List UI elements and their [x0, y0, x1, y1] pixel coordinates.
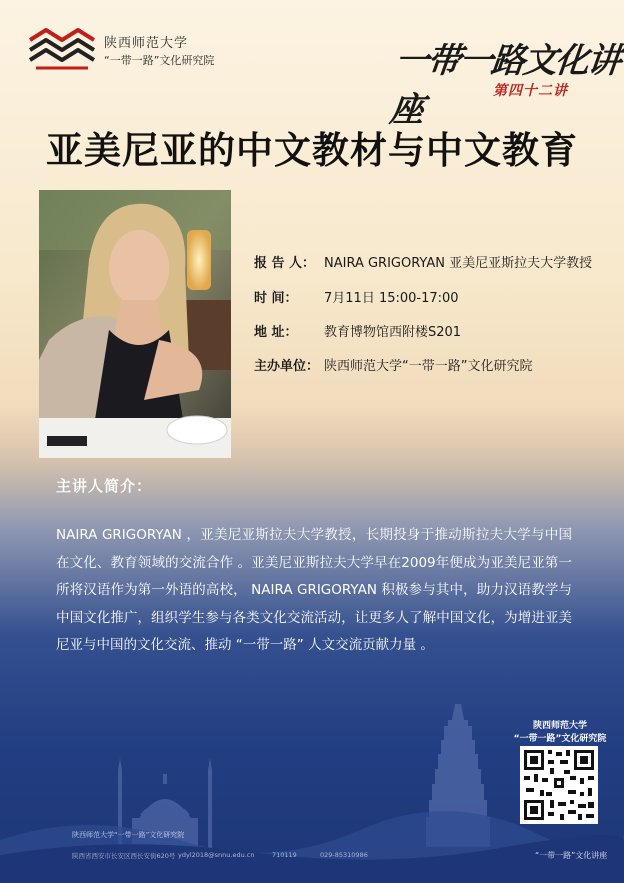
footer-postcode: 710119 — [272, 851, 297, 859]
series-title: 一带一路文化讲座 — [387, 41, 622, 130]
location-label: 地 址： — [254, 325, 298, 340]
university-name: 陕西师范大学 — [104, 36, 189, 51]
institute-name: “一带一路”文化研究院 — [104, 54, 215, 67]
footer-address: 陕西省西安市长安区西长安街620号 — [72, 852, 176, 860]
qr-caption-institute: “一带一路”文化研究院 — [513, 734, 607, 744]
footer-email: ydyl2018@snnu.edu.cn — [178, 851, 255, 859]
speaker-photo — [39, 190, 231, 458]
university-logo-icon — [26, 26, 98, 72]
location-row — [254, 321, 461, 340]
speaker-row — [254, 252, 592, 271]
host-label: 主办单位： — [254, 359, 320, 374]
lecture-number: 第四十二讲 — [493, 83, 568, 99]
host-row — [254, 355, 532, 374]
speaker-label: 报 告 人： — [254, 256, 316, 271]
speaker-value: NAIRA GRIGORYAN 亚美尼亚斯拉夫大学教授 — [324, 256, 593, 271]
intro-heading: 主讲人简介： — [56, 477, 153, 495]
qr-code[interactable] — [520, 746, 598, 824]
time-row — [254, 287, 459, 306]
footer-phone: 029-85310986 — [320, 851, 368, 859]
time-label: 时 间： — [254, 291, 298, 306]
location-value: 教育博物馆西附楼S201 — [324, 325, 462, 340]
footer-series-name: “一带一路”文化讲座 — [535, 851, 608, 860]
lecture-title: 亚美尼亚的中文教材与中文教育 — [46, 129, 578, 172]
host-value: 陕西师范大学“一带一路”文化研究院 — [324, 359, 533, 374]
qr-caption-university: 陕西师范大学 — [532, 721, 587, 731]
footer-institute: 陕西师范大学“一带一路”文化研究院 — [72, 831, 185, 839]
time-value: 7月11日 15:00-17:00 — [324, 291, 459, 306]
intro-text: NAIRA GRIGORYAN ，亚美尼亚斯拉夫大学教授，长期投身于推动斯拉夫大学与中国在文化、教育领域的交流合作 。亚美尼亚斯拉夫大学早在2009年便成为亚美尼亚第一所将汉语作为第一外语的高校， NAIRA GRIGORYAN 积极参与其中，助力汉语教学与中国文化推广，组织学生参与各类文化交流活动，让更多人了解中国文化，为增进亚美尼亚与中国的文化交流、推动 “一带一路” 人文交流贡献力量 。 — [56, 527, 572, 653]
